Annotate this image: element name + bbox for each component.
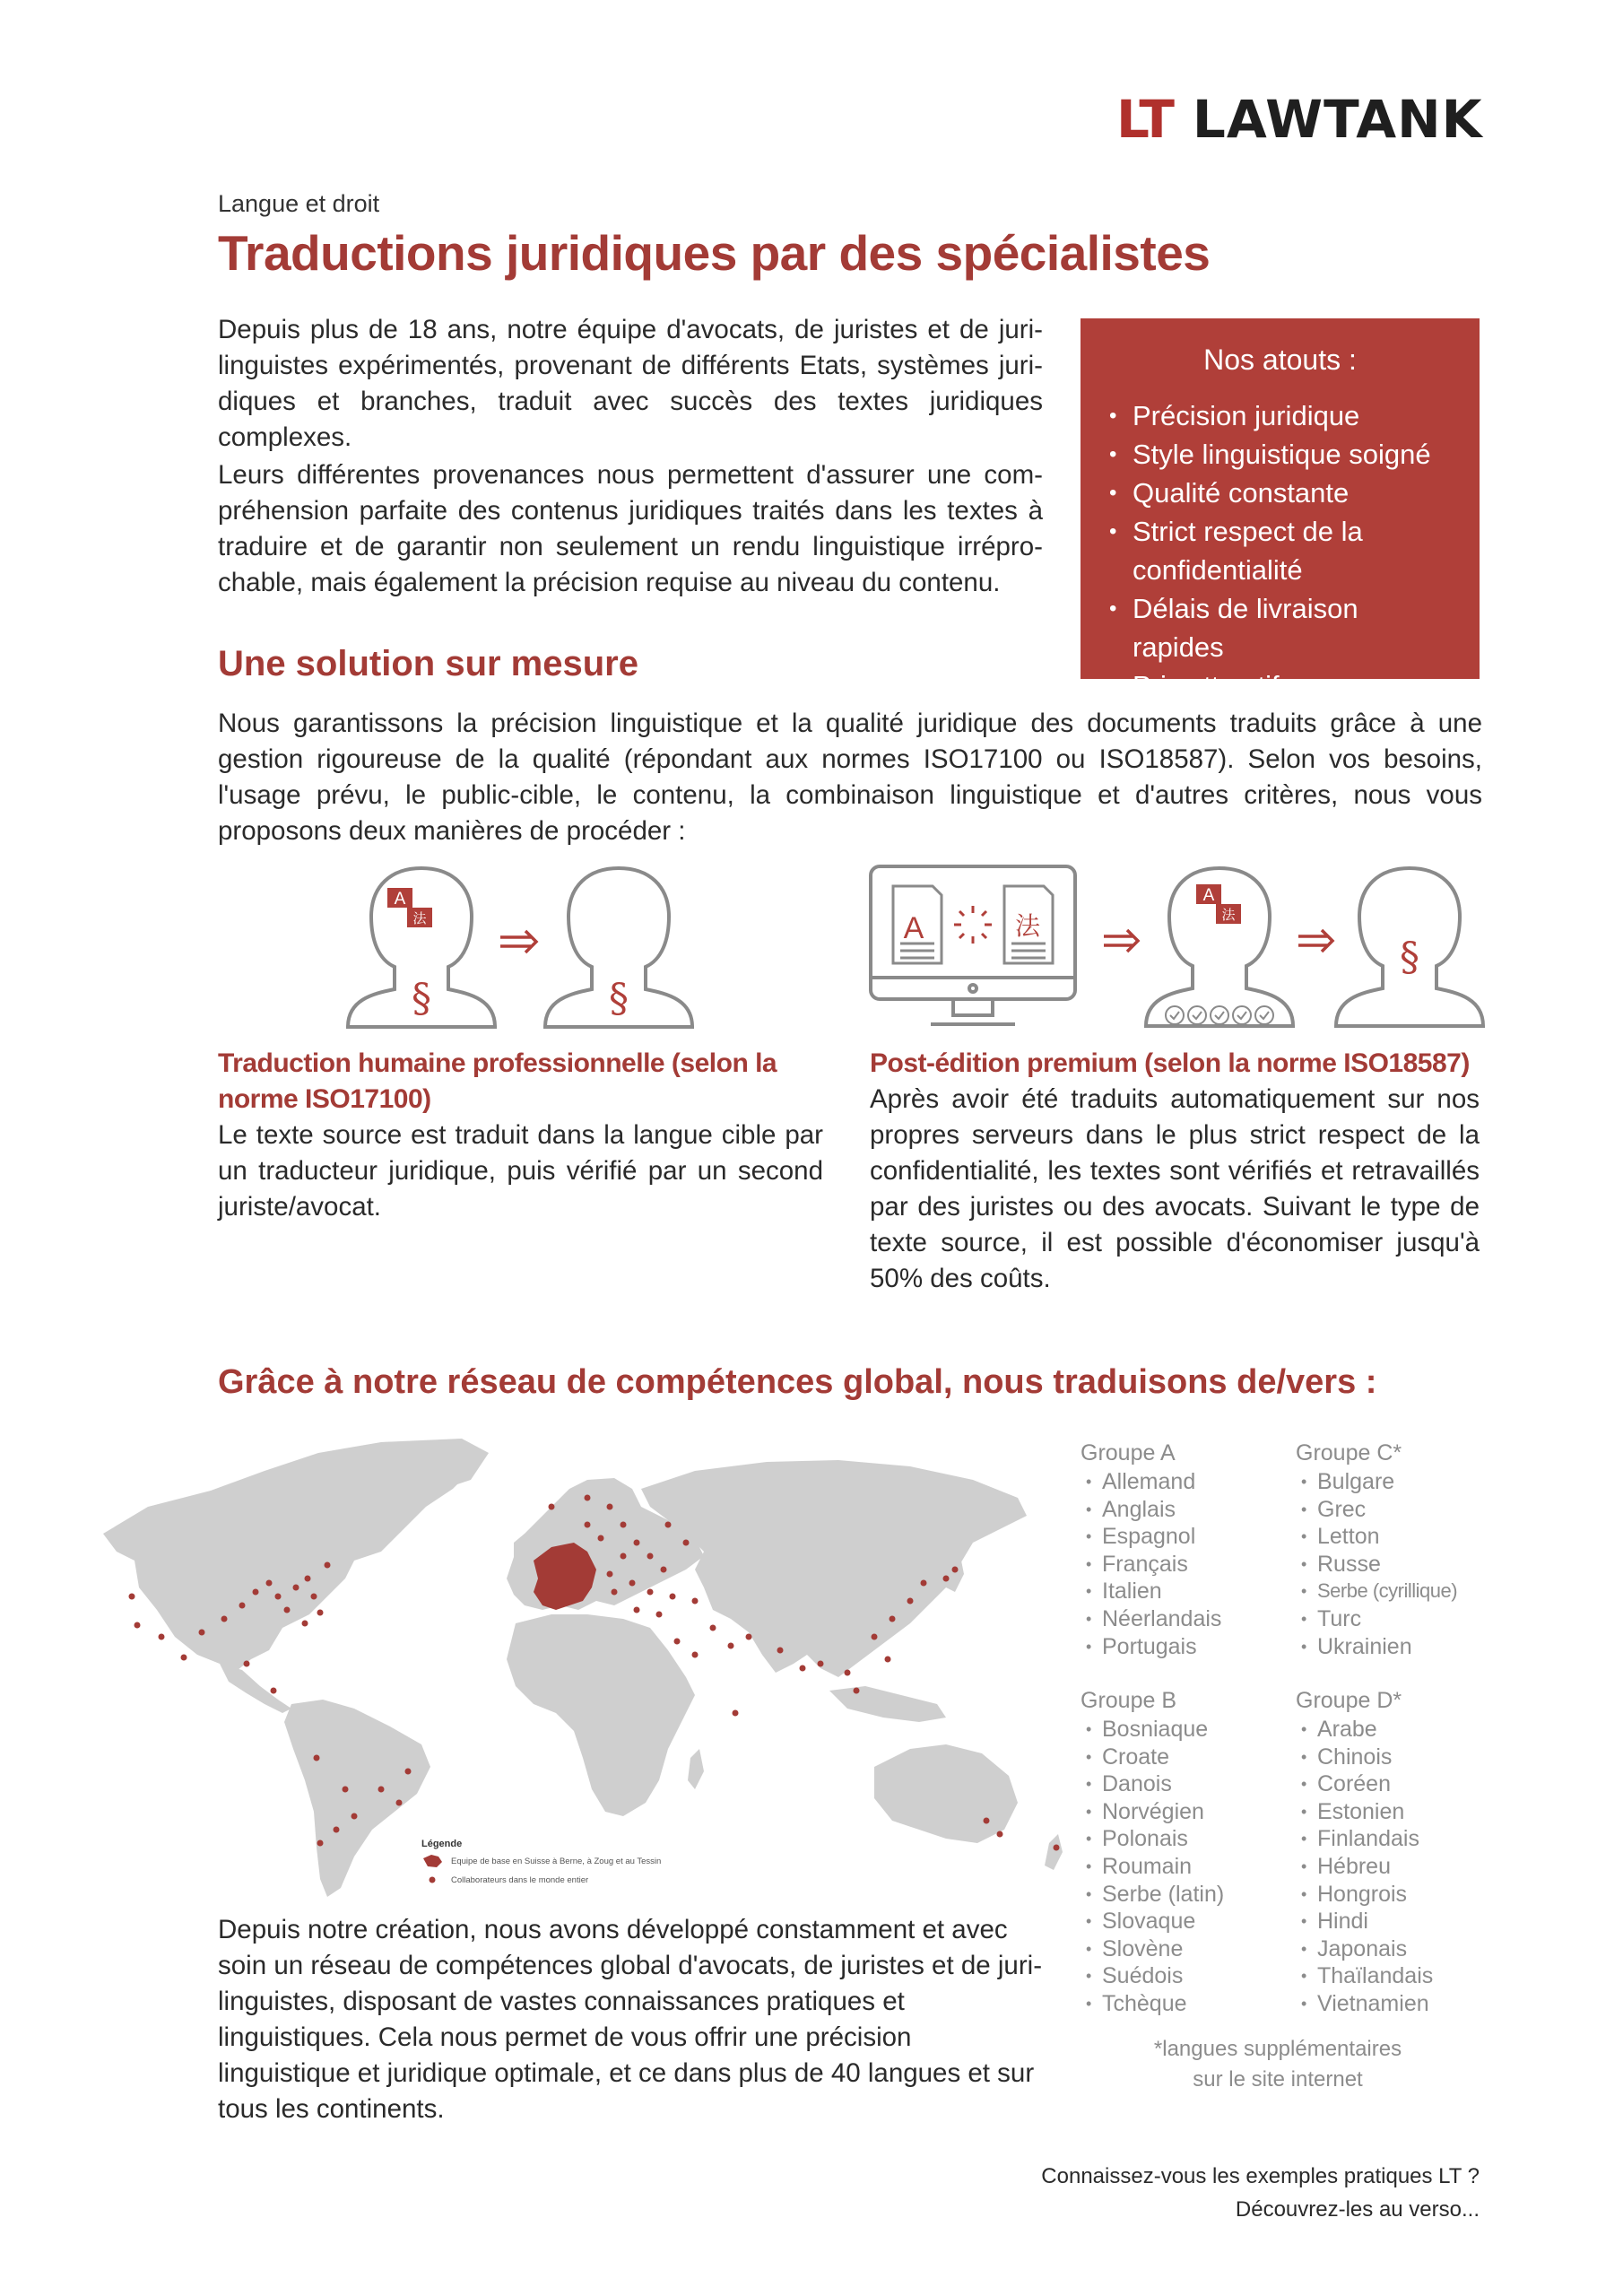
collaborator-dot-icon xyxy=(430,1877,436,1883)
note-line-2: sur le site internet xyxy=(1193,2067,1363,2092)
intro-paragraph-1: Depuis plus de 18 ans, notre équipe d'avocats, de juristes et de jurilinguistes expérimentés, provenant de différents Etats, systèmes juridiques et branches, traduit avec succès des textes juridiques complexes. xyxy=(218,315,1043,452)
language-item: • Coréen xyxy=(1296,1770,1433,1798)
language-item: • Portugais xyxy=(1081,1633,1221,1661)
group-c-title: Groupe C* xyxy=(1296,1440,1402,1465)
language-item: • Polonais xyxy=(1081,1825,1224,1853)
note-line-1: *langues supplémentaires xyxy=(1153,2037,1402,2061)
language-item: • Chinois xyxy=(1296,1744,1433,1771)
language-item: • Serbe (latin) xyxy=(1081,1881,1224,1909)
language-item: • Croate xyxy=(1081,1744,1224,1771)
arrow-right-icon xyxy=(500,931,536,952)
human-translation-illustration xyxy=(332,861,708,1031)
atouts-item: • Précision juridique xyxy=(1106,396,1454,435)
asia xyxy=(641,1460,1027,1677)
africa xyxy=(507,1614,695,1816)
language-item: • Grec xyxy=(1296,1496,1457,1524)
language-item: • Hongrois xyxy=(1296,1881,1433,1909)
language-item: • Ukrainien xyxy=(1296,1633,1457,1661)
method1-text: Le texte source est traduit dans la langue cible par un traducteur juridique, puis vérifié par un second juriste/avocat. xyxy=(218,1120,823,1222)
lawtank-logo xyxy=(1116,88,1484,151)
arrow-right-icon xyxy=(1104,930,1138,952)
method2-title: Post-édition premium (selon la norme ISO18587) xyxy=(870,1048,1470,1078)
language-item: • Slovène xyxy=(1081,1935,1224,1963)
swiss-base-icon xyxy=(423,1855,442,1867)
central-america xyxy=(220,1664,291,1713)
australia xyxy=(874,1744,1018,1843)
languages-note xyxy=(1081,2034,1475,2095)
letter-a-text: A xyxy=(903,911,924,945)
language-item: • Roumain xyxy=(1081,1853,1224,1881)
intro-paragraph-2: Leurs différentes provenances nous permettent d'assurer une compréhension parfaite des contenus juridiques traités dans les textes à traduire et de garantir non seulement un rendu linguistique irréprochable, mais également la précision requise au niveau du contenu. xyxy=(218,460,1043,597)
letter-a-text: A xyxy=(394,890,406,909)
atouts-item: • Strict respect de la confidentialité xyxy=(1106,512,1454,589)
world-map xyxy=(85,1435,1081,1901)
method1-title: Traduction humaine professionnelle (selon la norme ISO17100) xyxy=(218,1048,777,1114)
group-d xyxy=(1296,1688,1433,2018)
new-zealand xyxy=(1045,1834,1063,1870)
method2-text: Après avoir été traduits automatiquement sur nos propres serveurs dans le plus strict respect de la confidentialité, les textes sont vérifiés et retravaillés par des juristes ou des avocats. Suivant le type de texte source, il est possible d'économiser jusqu'à 50% des coûts. xyxy=(870,1084,1480,1293)
legend-collab-text: Collaborateurs dans le monde entier xyxy=(451,1875,589,1885)
kicker: Langue et droit xyxy=(218,190,380,217)
south-america xyxy=(284,1700,430,1897)
monitor-icon xyxy=(871,866,1075,1024)
language-item: • Estonien xyxy=(1296,1798,1433,1826)
legend-title: Légende xyxy=(421,1839,463,1849)
language-item: • Turc xyxy=(1296,1605,1457,1633)
letter-fa-text: 法 xyxy=(1014,911,1041,941)
legend-base-text: Equipe de base en Suisse à Berne, à Zoug et au Tessin xyxy=(451,1857,662,1866)
language-item: • Finlandais xyxy=(1296,1825,1433,1853)
language-item: • Suédois xyxy=(1081,1962,1224,1990)
language-item: • Slovaque xyxy=(1081,1908,1224,1935)
atouts-item: • Prix attractifs xyxy=(1106,666,1454,705)
language-item: • Français xyxy=(1081,1551,1221,1578)
network-heading: Grâce à notre réseau de compétences global, nous traduisons de/vers : xyxy=(218,1363,1377,1401)
atouts-item: • Délais de livraison rapides xyxy=(1106,589,1454,666)
group-a xyxy=(1081,1440,1221,1660)
group-b xyxy=(1081,1688,1224,2018)
footer-line-1: Connaissez-vous les exemples pratiques LT ? xyxy=(1041,2164,1480,2188)
atouts-item: • Style linguistique soigné xyxy=(1106,435,1454,474)
language-item: • Bulgare xyxy=(1296,1468,1457,1496)
language-item: • Italien xyxy=(1081,1578,1221,1605)
network-paragraph: Depuis notre création, nous avons développé constamment et avec soin un réseau de compétences global d'avocats, de juristes et de jurilinguistes, disposant de vastes connaissances pratiques et linguistiques. Cela nous permet de vous offrir une précision linguistique et juridique optimale, et ce dans plus de 40 langues et sur tous les continents. xyxy=(218,1915,1043,2124)
paragraph-symbol: § xyxy=(412,976,431,1022)
letter-fa-text: 法 xyxy=(412,910,427,926)
atouts-list xyxy=(1106,396,1454,705)
footer xyxy=(1041,2160,1480,2226)
arrow-right-icon xyxy=(1298,930,1332,952)
atouts-item: • Qualité constante xyxy=(1106,474,1454,512)
atouts-box xyxy=(1081,318,1480,701)
page-title: Traductions juridiques par des spécialistes xyxy=(218,225,1211,281)
continents xyxy=(103,1439,1063,1897)
language-item: • Bosniaque xyxy=(1081,1716,1224,1744)
language-item: • Néerlandais xyxy=(1081,1605,1221,1633)
group-b-title: Groupe B xyxy=(1081,1688,1177,1713)
language-item: • Hébreu xyxy=(1296,1853,1433,1881)
southeast-asia-islands xyxy=(829,1686,946,1722)
language-item: • Norvégien xyxy=(1081,1798,1224,1826)
solution-paragraph: Nous garantissons la précision linguistique et la qualité juridique des documents traduits grâce à une gestion rigoureuse de la qualité (répondant aux normes ISO17100 ou ISO18587). Selon vos besoins, l'usage prévu, le public-cible, le contenu, la combinaison linguistique et d'autres critères, nous vous proposons deux manières de procéder : xyxy=(218,709,1482,846)
language-item: • Danois xyxy=(1081,1770,1224,1798)
language-item: • Espagnol xyxy=(1081,1523,1221,1551)
language-item: • Vietnamien xyxy=(1296,1990,1433,2018)
language-item: • Japonais xyxy=(1296,1935,1433,1963)
checkmarks-icon xyxy=(1166,1006,1273,1024)
letter-a-text: A xyxy=(1202,886,1215,905)
paragraph-symbol: § xyxy=(609,976,629,1022)
language-item: • Hindi xyxy=(1296,1908,1433,1935)
group-d-title: Groupe D* xyxy=(1296,1688,1402,1713)
solution-heading: Une solution sur mesure xyxy=(218,644,638,683)
group-a-title: Groupe A xyxy=(1081,1440,1176,1465)
footer-line-2: Découvrez-les au verso... xyxy=(1235,2197,1480,2222)
language-item: • Serbe (cyrillique) xyxy=(1296,1578,1457,1605)
language-item: • Russe xyxy=(1296,1551,1457,1578)
language-item: • Tchèque xyxy=(1081,1990,1224,2018)
language-item: • Thaïlandais xyxy=(1296,1962,1433,1990)
group-c xyxy=(1296,1440,1457,1660)
letter-fa-text: 法 xyxy=(1221,907,1236,923)
madagascar xyxy=(688,1749,704,1789)
loading-spinner-icon xyxy=(954,906,992,944)
paragraph-symbol: § xyxy=(1400,935,1419,980)
language-item: • Anglais xyxy=(1081,1496,1221,1524)
language-item: • Allemand xyxy=(1081,1468,1221,1496)
language-item: • Arabe xyxy=(1296,1716,1433,1744)
logo-name: LAWTANK xyxy=(1192,89,1483,150)
logo-mark: LT xyxy=(1116,89,1173,150)
atouts-title: Nos atouts : xyxy=(1203,344,1357,376)
language-item: • Letton xyxy=(1296,1523,1457,1551)
post-editing-illustration xyxy=(868,863,1487,1035)
